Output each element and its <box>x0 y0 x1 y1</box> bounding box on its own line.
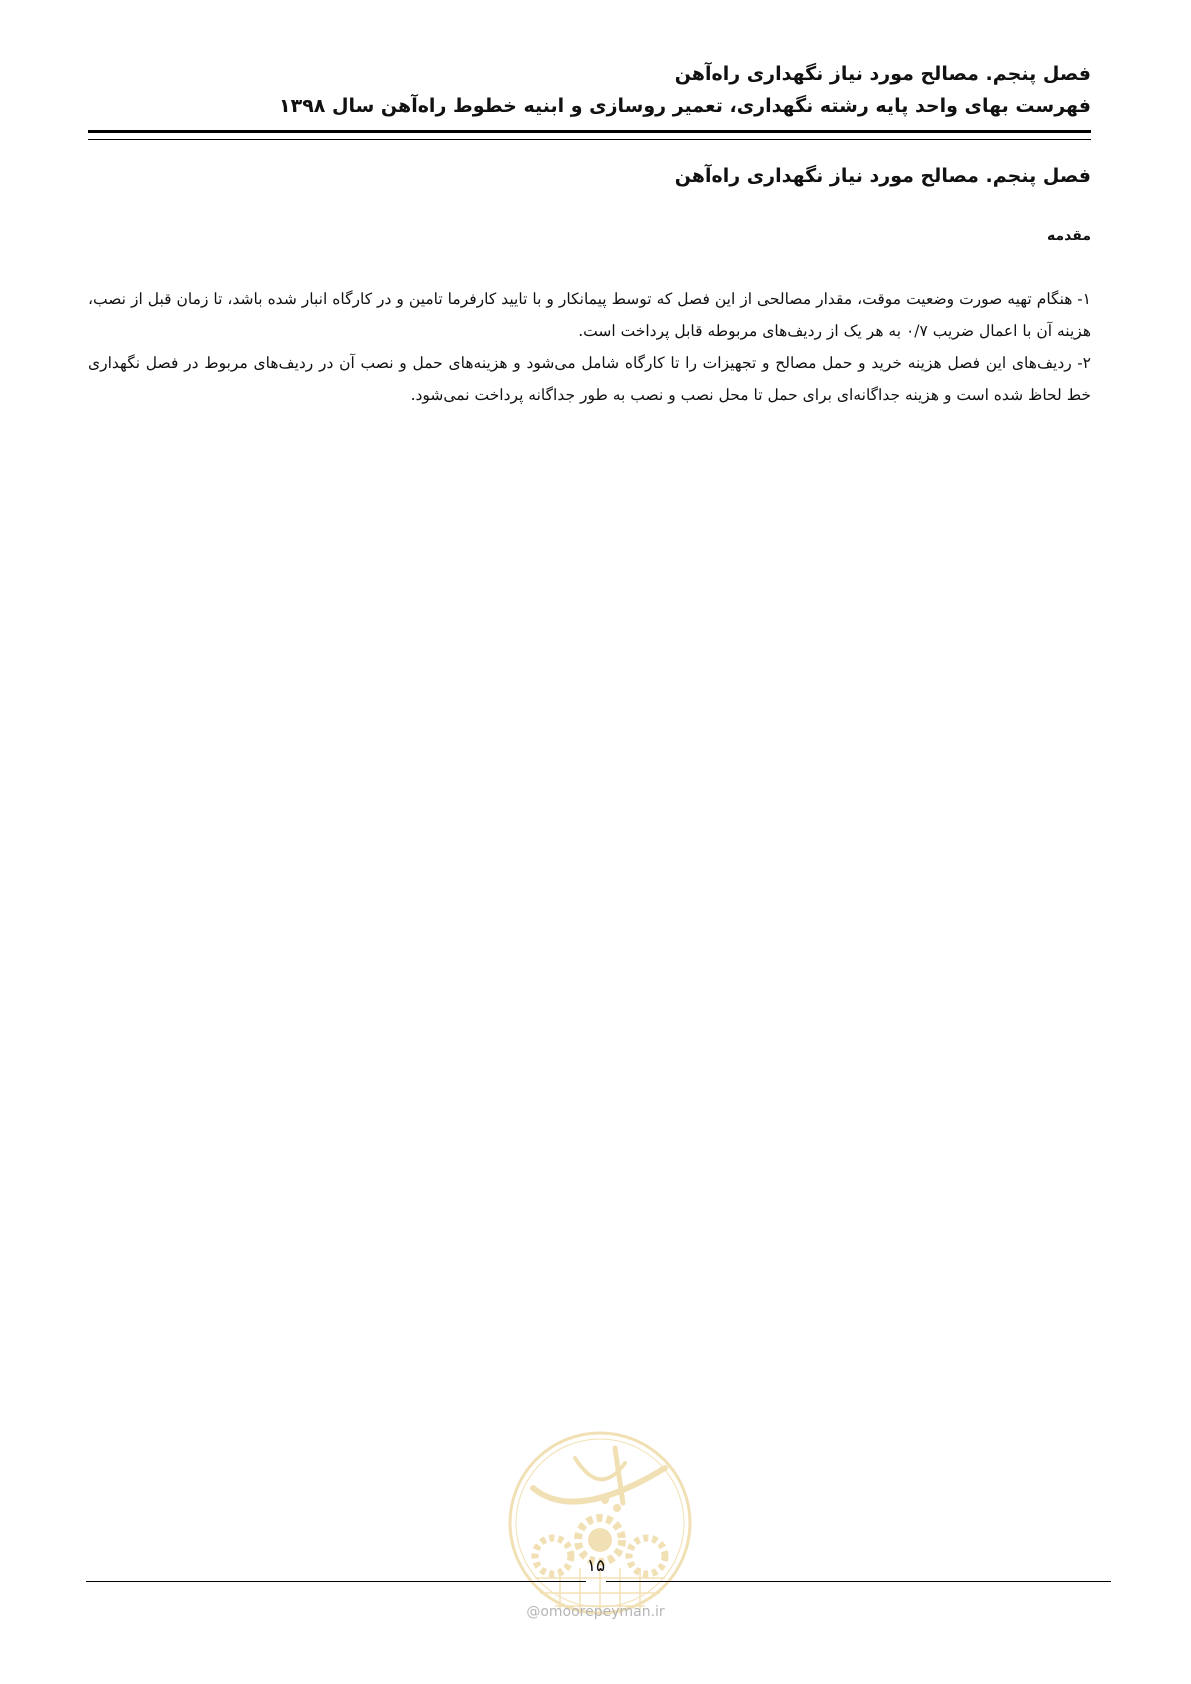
page-number: ۱۵ <box>586 1556 606 1576</box>
watermark-url: @omoorepeyman.ir <box>526 1604 665 1620</box>
stamp-logo-icon <box>505 1428 695 1618</box>
paragraph-1: ۱- هنگام تهیه صورت وضعیت موقت، مقدار مصالحی از این فصل که توسط پیمانکار و با تایید کارفرما تامین و در کارگاه انبار شده باشد، تا زمان قبل از نصب، هزینه آن با اعمال ضریب ۰/۷ به هر یک از ردیف‌های مربوطه قابل پرداخت است. <box>88 290 1091 340</box>
header-double-rule <box>88 130 1091 140</box>
header-document-title: فهرست بهای واحد پایه رشته نگهداری، تعمیر روسازی و ابنیه خطوط راه‌آهن سال ۱۳۹۸ <box>279 95 1091 117</box>
header-chapter-line: فصل پنجم. مصالح مورد نیاز نگهداری راه‌آهن <box>674 63 1091 85</box>
body-text <box>88 283 1091 411</box>
footer-rule-left <box>86 1581 586 1582</box>
intro-heading: مقدمه <box>1047 228 1091 244</box>
running-header <box>88 58 1091 122</box>
paragraph-2: ۲- ردیف‌های این فصل هزینه خرید و حمل مصالح و تجهیزات را تا کارگاه شامل می‌شود و هزینه‌های حمل و نصب آن در ردیف‌های مربوط در فصل نگهداری خط لحاظ شده است و هزینه جداگانه‌ای برای حمل تا محل نصب و نصب به طور جداگانه پرداخت نمی‌شود. <box>88 354 1091 404</box>
chapter-title: فصل پنجم. مصالح مورد نیاز نگهداری راه‌آهن <box>674 165 1091 187</box>
footer-rule-right <box>606 1581 1111 1582</box>
